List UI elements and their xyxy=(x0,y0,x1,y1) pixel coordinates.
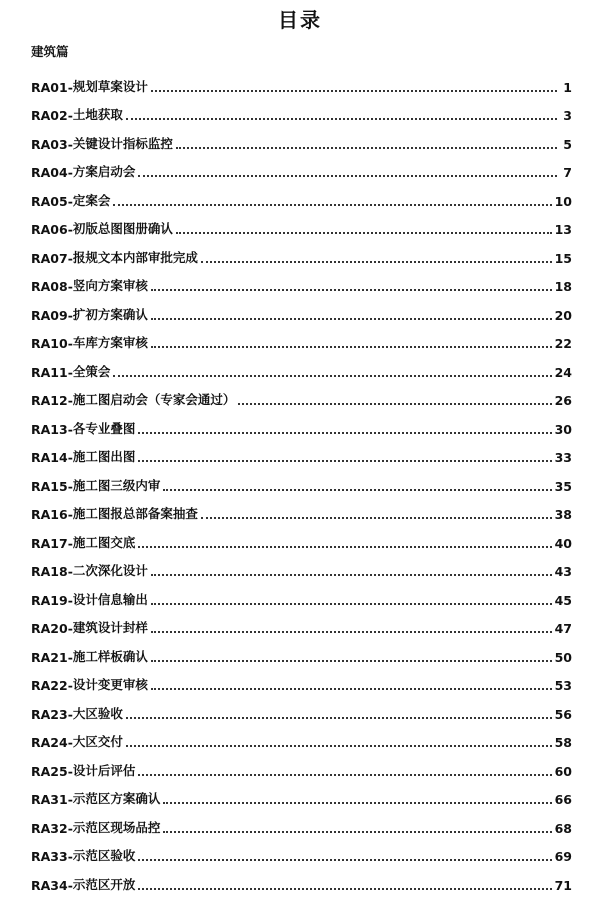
toc-entry-page-number: 26 xyxy=(554,393,572,408)
toc-entry-code: RA06- xyxy=(31,222,73,237)
toc-entry-code: RA13- xyxy=(31,421,73,437)
page-title: 目录 xyxy=(278,8,322,32)
toc-entry[interactable] xyxy=(31,209,572,238)
toc-entry-code: RA12- xyxy=(31,393,73,408)
toc-entry-code: RA19- xyxy=(31,592,73,608)
dot-leader xyxy=(138,459,551,462)
toc-entry[interactable] xyxy=(31,465,572,494)
toc-entry[interactable] xyxy=(31,380,572,409)
toc-entry[interactable] xyxy=(31,323,572,352)
toc-entry-title: 规划草案设计 xyxy=(72,78,148,94)
toc-entry-page-number: 15 xyxy=(554,250,572,266)
toc-entry[interactable] xyxy=(31,437,572,466)
toc-entry-code: RA15- xyxy=(31,478,73,494)
toc-entry-page-number: 53 xyxy=(554,678,572,693)
dot-leader xyxy=(138,431,551,434)
toc-entry-title: 关键设计指标监控 xyxy=(72,135,173,151)
toc-entry-title: 示范区方案确认 xyxy=(72,791,161,806)
toc-entry-page-number: 35 xyxy=(554,478,572,494)
toc-entry-code: RA24- xyxy=(31,735,73,750)
toc-entry-page-number: 20 xyxy=(554,307,572,323)
toc-entry[interactable] xyxy=(31,722,572,751)
toc-entry-title: 方案启动会 xyxy=(72,164,136,179)
toc-entry-title: 施工图报总部备案抽查 xyxy=(72,506,198,521)
toc-entry[interactable] xyxy=(31,807,572,836)
dot-leader xyxy=(201,516,552,519)
toc-entry-page-number: 33 xyxy=(554,450,572,465)
toc-entry-page-number: 22 xyxy=(554,336,572,351)
dot-leader xyxy=(151,687,552,690)
toc-entry-code: RA10- xyxy=(31,336,73,351)
toc-entry-title: 土地获取 xyxy=(72,107,123,122)
toc-entry-code: RA22- xyxy=(31,678,73,693)
toc-entry-title: 各专业叠图 xyxy=(72,420,136,436)
toc-entry-code: RA14- xyxy=(31,450,73,465)
dot-leader xyxy=(176,231,552,234)
toc-entry-title: 施工图交底 xyxy=(72,534,136,550)
toc-entry-code: RA21- xyxy=(31,649,73,665)
toc-entry-title: 施工图出图 xyxy=(72,449,136,464)
table-of-contents xyxy=(31,66,572,893)
toc-entry[interactable] xyxy=(31,551,572,580)
toc-entry[interactable] xyxy=(31,408,572,437)
toc-entry-page-number: 58 xyxy=(554,735,572,750)
dot-leader xyxy=(138,858,551,861)
toc-entry-code: RA18- xyxy=(31,564,73,579)
toc-entry-page-number: 68 xyxy=(554,820,572,836)
dot-leader xyxy=(138,545,551,548)
toc-entry-code: RA16- xyxy=(31,507,73,522)
toc-entry-title: 施工图启动会（专家会通过） xyxy=(72,392,236,407)
toc-entry[interactable] xyxy=(31,180,572,209)
toc-entry-page-number: 60 xyxy=(554,763,572,779)
dot-leader xyxy=(151,630,552,633)
toc-entry-page-number: 38 xyxy=(554,507,572,522)
toc-entry-page-number: 7 xyxy=(563,165,572,180)
toc-entry[interactable] xyxy=(31,750,572,779)
toc-entry[interactable] xyxy=(31,351,572,380)
dot-leader xyxy=(126,117,557,120)
toc-entry-title: 定案会 xyxy=(72,192,111,208)
toc-entry-code: RA17- xyxy=(31,535,73,551)
toc-entry[interactable] xyxy=(31,95,572,124)
toc-entry[interactable] xyxy=(31,579,572,608)
toc-entry-page-number: 24 xyxy=(554,364,572,380)
toc-entry-code: RA07- xyxy=(31,250,73,266)
toc-entry-code: RA05- xyxy=(31,193,73,209)
toc-entry-page-number: 1 xyxy=(563,79,572,95)
toc-entry-page-number: 50 xyxy=(554,649,572,665)
dot-leader xyxy=(151,288,552,291)
dot-leader xyxy=(126,716,552,719)
toc-entry-code: RA23- xyxy=(31,706,73,722)
toc-entry-code: RA02- xyxy=(31,108,73,123)
toc-entry[interactable] xyxy=(31,864,572,893)
toc-entry-title: 大区交付 xyxy=(72,734,123,749)
dot-leader xyxy=(151,345,552,348)
toc-entry-title: 设计变更审核 xyxy=(72,677,148,692)
toc-entry-page-number: 47 xyxy=(554,621,572,636)
dot-leader xyxy=(151,602,552,605)
toc-entry[interactable] xyxy=(31,66,572,95)
toc-entry-page-number: 40 xyxy=(554,535,572,551)
toc-entry-title: 二次深化设计 xyxy=(72,563,148,578)
toc-entry-title: 扩初方案确认 xyxy=(72,306,148,322)
toc-entry-title: 设计后评估 xyxy=(72,762,136,778)
toc-entry[interactable] xyxy=(31,836,572,865)
toc-entry-code: RA34- xyxy=(31,877,73,893)
toc-entry-code: RA31- xyxy=(31,792,73,807)
dot-leader xyxy=(163,830,551,833)
toc-entry-code: RA33- xyxy=(31,849,73,864)
toc-entry-code: RA20- xyxy=(31,621,73,636)
toc-entry[interactable] xyxy=(31,237,572,266)
toc-entry-page-number: 45 xyxy=(554,592,572,608)
toc-entry-code: RA09- xyxy=(31,307,73,323)
toc-entry[interactable] xyxy=(31,608,572,637)
dot-leader xyxy=(238,402,551,405)
dot-leader xyxy=(113,203,551,206)
toc-entry-page-number: 43 xyxy=(554,564,572,579)
toc-entry-code: RA08- xyxy=(31,279,73,294)
dot-leader xyxy=(126,744,552,747)
toc-entry[interactable] xyxy=(31,123,572,152)
toc-entry-title: 建筑设计封样 xyxy=(72,620,148,635)
dot-leader xyxy=(138,174,557,177)
dot-leader xyxy=(151,317,552,320)
toc-entry-title: 示范区现场品控 xyxy=(72,819,161,835)
dot-leader xyxy=(151,573,552,576)
toc-entry-page-number: 56 xyxy=(554,706,572,722)
dot-leader xyxy=(151,659,552,662)
dot-leader xyxy=(138,887,551,890)
toc-entry[interactable] xyxy=(31,266,572,295)
toc-entry-code: RA03- xyxy=(31,136,73,152)
toc-entry-page-number: 30 xyxy=(554,421,572,437)
toc-entry[interactable] xyxy=(31,636,572,665)
toc-entry-page-number: 69 xyxy=(554,849,572,864)
toc-entry[interactable] xyxy=(31,693,572,722)
toc-entry[interactable] xyxy=(31,522,572,551)
toc-entry-page-number: 5 xyxy=(563,136,572,152)
toc-entry-page-number: 18 xyxy=(554,279,572,294)
toc-entry-title: 车库方案审核 xyxy=(72,335,148,350)
dot-leader xyxy=(138,773,551,776)
toc-entry-title: 施工图三级内审 xyxy=(72,477,161,493)
toc-entry-page-number: 3 xyxy=(563,108,572,123)
toc-entry-code: RA11- xyxy=(31,364,73,380)
toc-entry-title: 设计信息输出 xyxy=(72,591,148,607)
toc-entry[interactable] xyxy=(31,494,572,523)
toc-entry-title: 全策会 xyxy=(72,363,111,379)
toc-entry-page-number: 10 xyxy=(554,193,572,209)
toc-entry-code: RA04- xyxy=(31,165,73,180)
toc-entry[interactable] xyxy=(31,152,572,181)
dot-leader xyxy=(163,801,551,804)
toc-entry-code: RA01- xyxy=(31,79,73,95)
dot-leader xyxy=(163,488,551,491)
toc-entry-title: 示范区开放 xyxy=(72,876,136,892)
toc-entry[interactable] xyxy=(31,294,572,323)
toc-entry-page-number: 71 xyxy=(554,877,572,893)
dot-leader xyxy=(151,89,557,92)
toc-entry-code: RA32- xyxy=(31,820,73,836)
section-heading: 建筑篇 xyxy=(31,44,69,59)
toc-entry-page-number: 13 xyxy=(554,222,572,237)
toc-entry-title: 报规文本内部审批完成 xyxy=(72,249,198,265)
dot-leader xyxy=(176,146,557,149)
toc-entry-title: 初版总图图册确认 xyxy=(72,221,173,236)
toc-entry[interactable] xyxy=(31,665,572,694)
dot-leader xyxy=(201,260,552,263)
toc-entry-page-number: 66 xyxy=(554,792,572,807)
toc-entry[interactable] xyxy=(31,779,572,808)
dot-leader xyxy=(113,374,551,377)
toc-entry-title: 大区验收 xyxy=(72,705,123,721)
toc-entry-title: 示范区验收 xyxy=(72,848,136,863)
toc-entry-title: 施工样板确认 xyxy=(72,648,148,664)
toc-entry-title: 竖向方案审核 xyxy=(72,278,148,293)
toc-entry-code: RA25- xyxy=(31,763,73,779)
